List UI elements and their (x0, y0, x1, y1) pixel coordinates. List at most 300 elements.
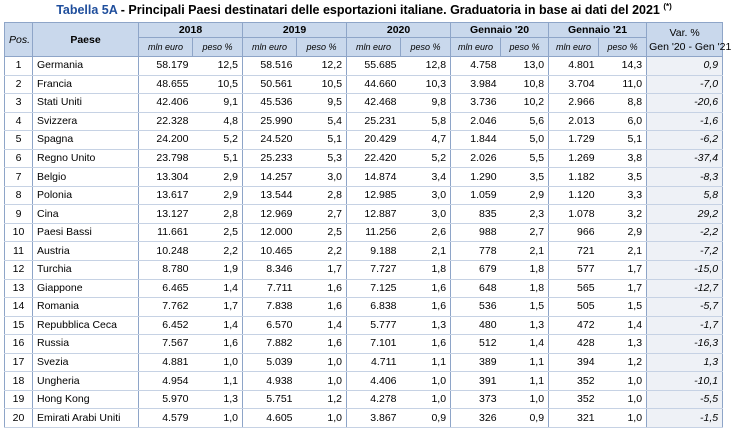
cell-pos: 17 (5, 353, 33, 372)
cell-peso: 1,1 (501, 353, 549, 372)
exports-table (4, 22, 731, 428)
cell-paese: Stati Uniti (33, 94, 139, 113)
cell-peso: 1,8 (501, 261, 549, 280)
cell-pos: 18 (5, 372, 33, 391)
cell-paese: Spagna (33, 131, 139, 150)
cell-mln-euro: 25.231 (347, 112, 401, 131)
cell-peso: 1,5 (599, 298, 647, 317)
cell-peso: 1,0 (193, 353, 243, 372)
cell-peso: 10,3 (401, 75, 451, 94)
cell-mln-euro: 58.179 (139, 57, 193, 76)
cell-pos: 9 (5, 205, 33, 224)
cell-peso: 1,0 (297, 353, 347, 372)
cell-peso: 1,7 (599, 261, 647, 280)
cell-mln-euro: 13.127 (139, 205, 193, 224)
header-period-2019: 2019 (243, 23, 347, 38)
cell-mln-euro: 1.059 (451, 186, 501, 205)
cell-peso: 1,6 (297, 335, 347, 354)
cell-peso: 3,8 (599, 149, 647, 168)
cell-peso: 1,8 (501, 279, 549, 298)
cell-mln-euro: 9.188 (347, 242, 401, 261)
cell-peso: 5,3 (297, 149, 347, 168)
cell-paese: Repubblica Ceca (33, 316, 139, 335)
cell-var: -2,2 (647, 223, 723, 242)
cell-mln-euro: 3.984 (451, 75, 501, 94)
cell-peso: 2,3 (501, 205, 549, 224)
cell-mln-euro: 321 (549, 409, 599, 428)
table-row (5, 57, 723, 76)
table-row (5, 186, 723, 205)
cell-mln-euro: 778 (451, 242, 501, 261)
table-row (5, 131, 723, 150)
cell-mln-euro: 2.046 (451, 112, 501, 131)
cell-peso: 3,2 (599, 205, 647, 224)
cell-peso: 2,5 (297, 223, 347, 242)
cell-peso: 5,6 (501, 112, 549, 131)
cell-mln-euro: 480 (451, 316, 501, 335)
cell-mln-euro: 14.874 (347, 168, 401, 187)
cell-mln-euro: 42.468 (347, 94, 401, 113)
cell-paese: Ungheria (33, 372, 139, 391)
cell-pos: 20 (5, 409, 33, 428)
cell-peso: 3,0 (297, 168, 347, 187)
cell-mln-euro: 6.452 (139, 316, 193, 335)
cell-mln-euro: 2.966 (549, 94, 599, 113)
cell-paese: Romania (33, 298, 139, 317)
cell-peso: 2,1 (401, 242, 451, 261)
cell-pos: 5 (5, 131, 33, 150)
cell-peso: 13,0 (501, 57, 549, 76)
cell-pos: 13 (5, 279, 33, 298)
cell-peso: 9,5 (297, 94, 347, 113)
cell-mln-euro: 7.567 (139, 335, 193, 354)
table-row (5, 75, 723, 94)
cell-peso: 2,9 (501, 186, 549, 205)
cell-mln-euro: 373 (451, 390, 501, 409)
cell-var: -5,5 (647, 390, 723, 409)
cell-mln-euro: 11.661 (139, 223, 193, 242)
cell-mln-euro: 22.420 (347, 149, 401, 168)
cell-mln-euro: 391 (451, 372, 501, 391)
table-row (5, 298, 723, 317)
cell-peso: 1,0 (401, 372, 451, 391)
cell-mln-euro: 45.536 (243, 94, 297, 113)
cell-peso: 2,8 (193, 205, 243, 224)
cell-peso: 1,7 (599, 279, 647, 298)
cell-peso: 1,8 (401, 261, 451, 280)
cell-mln-euro: 505 (549, 298, 599, 317)
cell-mln-euro: 966 (549, 223, 599, 242)
cell-mln-euro: 24.520 (243, 131, 297, 150)
cell-peso: 3,4 (401, 168, 451, 187)
cell-mln-euro: 4.278 (347, 390, 401, 409)
cell-peso: 1,6 (401, 298, 451, 317)
cell-var: -20,6 (647, 94, 723, 113)
cell-peso: 10,8 (501, 75, 549, 94)
cell-var: 0,9 (647, 57, 723, 76)
cell-pos: 8 (5, 186, 33, 205)
cell-peso: 2,8 (297, 186, 347, 205)
cell-peso: 2,6 (401, 223, 451, 242)
cell-peso: 1,9 (193, 261, 243, 280)
cell-mln-euro: 7.727 (347, 261, 401, 280)
header-mln: mln euro (451, 38, 501, 57)
cell-mln-euro: 3.736 (451, 94, 501, 113)
cell-mln-euro: 4.711 (347, 353, 401, 372)
cell-mln-euro: 10.248 (139, 242, 193, 261)
cell-var: -1,5 (647, 409, 723, 428)
cell-mln-euro: 55.685 (347, 57, 401, 76)
cell-mln-euro: 565 (549, 279, 599, 298)
cell-peso: 10,5 (193, 75, 243, 94)
cell-mln-euro: 1.182 (549, 168, 599, 187)
cell-var: -1,6 (647, 112, 723, 131)
cell-mln-euro: 12.985 (347, 186, 401, 205)
cell-mln-euro: 835 (451, 205, 501, 224)
table-row (5, 316, 723, 335)
table-row (5, 205, 723, 224)
cell-pos: 12 (5, 261, 33, 280)
cell-mln-euro: 14.257 (243, 168, 297, 187)
cell-paese: Giappone (33, 279, 139, 298)
table-title (0, 2, 728, 17)
cell-mln-euro: 48.655 (139, 75, 193, 94)
cell-peso: 3,0 (401, 186, 451, 205)
cell-peso: 2,1 (501, 242, 549, 261)
table-row (5, 390, 723, 409)
cell-var: -8,3 (647, 168, 723, 187)
cell-mln-euro: 22.328 (139, 112, 193, 131)
header-mln: mln euro (243, 38, 297, 57)
cell-mln-euro: 5.039 (243, 353, 297, 372)
cell-peso: 5,1 (193, 149, 243, 168)
cell-peso: 1,0 (193, 409, 243, 428)
cell-mln-euro: 4.406 (347, 372, 401, 391)
cell-peso: 3,3 (599, 186, 647, 205)
cell-mln-euro: 7.101 (347, 335, 401, 354)
header-peso: peso % (401, 38, 451, 57)
cell-pos: 14 (5, 298, 33, 317)
cell-var: -7,0 (647, 75, 723, 94)
cell-peso: 5,5 (501, 149, 549, 168)
cell-mln-euro: 389 (451, 353, 501, 372)
cell-peso: 12,5 (193, 57, 243, 76)
cell-peso: 1,5 (501, 298, 549, 317)
cell-mln-euro: 4.954 (139, 372, 193, 391)
cell-peso: 1,6 (297, 279, 347, 298)
cell-peso: 0,9 (401, 409, 451, 428)
cell-mln-euro: 23.798 (139, 149, 193, 168)
cell-var: -16,3 (647, 335, 723, 354)
cell-paese: Hong Kong (33, 390, 139, 409)
cell-mln-euro: 20.429 (347, 131, 401, 150)
cell-mln-euro: 536 (451, 298, 501, 317)
cell-peso: 1,0 (599, 390, 647, 409)
cell-mln-euro: 4.758 (451, 57, 501, 76)
cell-paese: Emirati Arabi Uniti (33, 409, 139, 428)
cell-peso: 12,2 (297, 57, 347, 76)
cell-peso: 1,0 (297, 372, 347, 391)
cell-var: -1,7 (647, 316, 723, 335)
cell-paese: Francia (33, 75, 139, 94)
cell-var: -37,4 (647, 149, 723, 168)
table-title-text: - Principali Paesi destinatari delle esportazioni italiane. Graduatoria in base ai dati del 2021 (117, 3, 664, 18)
header-var (647, 23, 731, 57)
cell-peso: 6,0 (599, 112, 647, 131)
cell-peso: 5,2 (193, 131, 243, 150)
cell-peso: 1,0 (297, 409, 347, 428)
table-row (5, 409, 723, 428)
cell-peso: 1,4 (193, 316, 243, 335)
cell-mln-euro: 1.729 (549, 131, 599, 150)
cell-mln-euro: 5.970 (139, 390, 193, 409)
cell-peso: 1,6 (193, 335, 243, 354)
cell-mln-euro: 42.406 (139, 94, 193, 113)
cell-mln-euro: 50.561 (243, 75, 297, 94)
cell-mln-euro: 13.544 (243, 186, 297, 205)
cell-mln-euro: 577 (549, 261, 599, 280)
cell-paese: Germania (33, 57, 139, 76)
table-row (5, 335, 723, 354)
cell-mln-euro: 4.579 (139, 409, 193, 428)
cell-mln-euro: 1.120 (549, 186, 599, 205)
cell-peso: 1,4 (297, 316, 347, 335)
cell-mln-euro: 25.233 (243, 149, 297, 168)
cell-peso: 2,7 (297, 205, 347, 224)
cell-mln-euro: 352 (549, 390, 599, 409)
cell-peso: 1,6 (297, 298, 347, 317)
cell-var: -5,7 (647, 298, 723, 317)
cell-peso: 5,1 (599, 131, 647, 150)
cell-peso: 1,3 (599, 335, 647, 354)
cell-mln-euro: 13.304 (139, 168, 193, 187)
cell-pos: 11 (5, 242, 33, 261)
cell-peso: 14,3 (599, 57, 647, 76)
cell-peso: 1,3 (401, 316, 451, 335)
cell-var: -6,2 (647, 131, 723, 150)
table-row (5, 149, 723, 168)
cell-peso: 5,0 (501, 131, 549, 150)
header-period-gen21: Gennaio '21 (549, 23, 647, 38)
cell-peso: 1,4 (599, 316, 647, 335)
cell-peso: 1,4 (193, 279, 243, 298)
cell-mln-euro: 8.780 (139, 261, 193, 280)
cell-mln-euro: 4.881 (139, 353, 193, 372)
cell-mln-euro: 2.026 (451, 149, 501, 168)
cell-pos: 19 (5, 390, 33, 409)
cell-peso: 4,8 (193, 112, 243, 131)
cell-mln-euro: 12.000 (243, 223, 297, 242)
cell-peso: 2,9 (193, 186, 243, 205)
table-row (5, 242, 723, 261)
cell-peso: 2,1 (599, 242, 647, 261)
cell-mln-euro: 679 (451, 261, 501, 280)
cell-mln-euro: 13.617 (139, 186, 193, 205)
cell-var: 29,2 (647, 205, 723, 224)
cell-mln-euro: 24.200 (139, 131, 193, 150)
header-mln: mln euro (139, 38, 193, 57)
cell-peso: 5,8 (401, 112, 451, 131)
cell-mln-euro: 25.990 (243, 112, 297, 131)
cell-var: -7,2 (647, 242, 723, 261)
cell-mln-euro: 472 (549, 316, 599, 335)
header-peso: peso % (297, 38, 347, 57)
cell-peso: 10,5 (297, 75, 347, 94)
cell-paese: Svizzera (33, 112, 139, 131)
cell-peso: 1,0 (599, 372, 647, 391)
table-row (5, 223, 723, 242)
cell-mln-euro: 2.013 (549, 112, 599, 131)
cell-paese: Svezia (33, 353, 139, 372)
cell-pos: 16 (5, 335, 33, 354)
cell-pos: 7 (5, 168, 33, 187)
cell-pos: 1 (5, 57, 33, 76)
cell-mln-euro: 512 (451, 335, 501, 354)
table-row (5, 261, 723, 280)
cell-peso: 3,5 (501, 168, 549, 187)
cell-peso: 5,4 (297, 112, 347, 131)
cell-pos: 2 (5, 75, 33, 94)
cell-paese: Turchia (33, 261, 139, 280)
cell-peso: 5,1 (297, 131, 347, 150)
header-var-line2: Gen '20 - Gen '21 (649, 40, 731, 53)
cell-mln-euro: 5.777 (347, 316, 401, 335)
cell-peso: 10,2 (501, 94, 549, 113)
table-row (5, 94, 723, 113)
cell-paese: Cina (33, 205, 139, 224)
header-period-2018: 2018 (139, 23, 243, 38)
cell-peso: 8,8 (599, 94, 647, 113)
cell-peso: 1,6 (401, 279, 451, 298)
cell-peso: 1,3 (501, 316, 549, 335)
cell-peso: 12,8 (401, 57, 451, 76)
cell-mln-euro: 1.844 (451, 131, 501, 150)
cell-paese: Russia (33, 335, 139, 354)
header-peso: peso % (501, 38, 549, 57)
table-row (5, 168, 723, 187)
cell-mln-euro: 6.570 (243, 316, 297, 335)
cell-mln-euro: 12.887 (347, 205, 401, 224)
cell-mln-euro: 4.605 (243, 409, 297, 428)
cell-mln-euro: 5.751 (243, 390, 297, 409)
header-var-line1: Var. % (669, 26, 700, 39)
header-mln: mln euro (549, 38, 599, 57)
cell-paese: Austria (33, 242, 139, 261)
header-mln: mln euro (347, 38, 401, 57)
cell-mln-euro: 58.516 (243, 57, 297, 76)
cell-peso: 3,5 (599, 168, 647, 187)
table-row (5, 112, 723, 131)
cell-mln-euro: 648 (451, 279, 501, 298)
cell-mln-euro: 7.838 (243, 298, 297, 317)
cell-mln-euro: 7.125 (347, 279, 401, 298)
cell-mln-euro: 326 (451, 409, 501, 428)
cell-peso: 1,1 (501, 372, 549, 391)
cell-mln-euro: 44.660 (347, 75, 401, 94)
cell-pos: 15 (5, 316, 33, 335)
cell-peso: 1,1 (401, 353, 451, 372)
cell-peso: 1,2 (297, 390, 347, 409)
header-period-gen20: Gennaio '20 (451, 23, 549, 38)
cell-var: -15,0 (647, 261, 723, 280)
cell-peso: 2,9 (599, 223, 647, 242)
cell-mln-euro: 3.704 (549, 75, 599, 94)
cell-peso: 1,0 (599, 409, 647, 428)
cell-peso: 3,0 (401, 205, 451, 224)
cell-mln-euro: 4.938 (243, 372, 297, 391)
cell-pos: 10 (5, 223, 33, 242)
cell-mln-euro: 352 (549, 372, 599, 391)
cell-peso: 5,2 (401, 149, 451, 168)
table-title-note: (*) (663, 2, 672, 11)
header-peso: peso % (599, 38, 647, 57)
cell-peso: 2,2 (297, 242, 347, 261)
cell-mln-euro: 988 (451, 223, 501, 242)
cell-paese: Belgio (33, 168, 139, 187)
cell-mln-euro: 8.346 (243, 261, 297, 280)
cell-peso: 2,7 (501, 223, 549, 242)
cell-peso: 9,1 (193, 94, 243, 113)
cell-mln-euro: 1.269 (549, 149, 599, 168)
table-row (5, 353, 723, 372)
cell-peso: 0,9 (501, 409, 549, 428)
cell-peso: 9,8 (401, 94, 451, 113)
cell-pos: 6 (5, 149, 33, 168)
cell-peso: 1,6 (401, 335, 451, 354)
header-period-2020: 2020 (347, 23, 451, 38)
cell-var: -12,7 (647, 279, 723, 298)
cell-peso: 4,7 (401, 131, 451, 150)
cell-mln-euro: 721 (549, 242, 599, 261)
cell-peso: 2,9 (193, 168, 243, 187)
cell-peso: 1,0 (501, 390, 549, 409)
cell-mln-euro: 1.078 (549, 205, 599, 224)
table-title-prefix: Tabella 5A (56, 3, 118, 18)
header-pos: Pos. (5, 23, 33, 57)
cell-peso: 1,1 (193, 372, 243, 391)
cell-mln-euro: 4.801 (549, 57, 599, 76)
cell-peso: 1,7 (193, 298, 243, 317)
cell-mln-euro: 3.867 (347, 409, 401, 428)
cell-mln-euro: 428 (549, 335, 599, 354)
cell-paese: Paesi Bassi (33, 223, 139, 242)
cell-paese: Regno Unito (33, 149, 139, 168)
table-row (5, 372, 723, 391)
cell-mln-euro: 12.969 (243, 205, 297, 224)
header-paese: Paese (33, 23, 139, 57)
cell-pos: 4 (5, 112, 33, 131)
cell-peso: 11,0 (599, 75, 647, 94)
cell-var: 1,3 (647, 353, 723, 372)
cell-peso: 1,3 (193, 390, 243, 409)
cell-peso: 1,0 (401, 390, 451, 409)
cell-var: -10,1 (647, 372, 723, 391)
cell-mln-euro: 10.465 (243, 242, 297, 261)
cell-paese: Polonia (33, 186, 139, 205)
cell-peso: 1,4 (501, 335, 549, 354)
cell-mln-euro: 7.882 (243, 335, 297, 354)
cell-pos: 3 (5, 94, 33, 113)
cell-peso: 1,7 (297, 261, 347, 280)
cell-mln-euro: 394 (549, 353, 599, 372)
table-body (5, 57, 723, 428)
cell-var: 5,8 (647, 186, 723, 205)
cell-peso: 2,5 (193, 223, 243, 242)
cell-mln-euro: 7.711 (243, 279, 297, 298)
cell-peso: 2,2 (193, 242, 243, 261)
cell-peso: 1,2 (599, 353, 647, 372)
cell-mln-euro: 6.465 (139, 279, 193, 298)
